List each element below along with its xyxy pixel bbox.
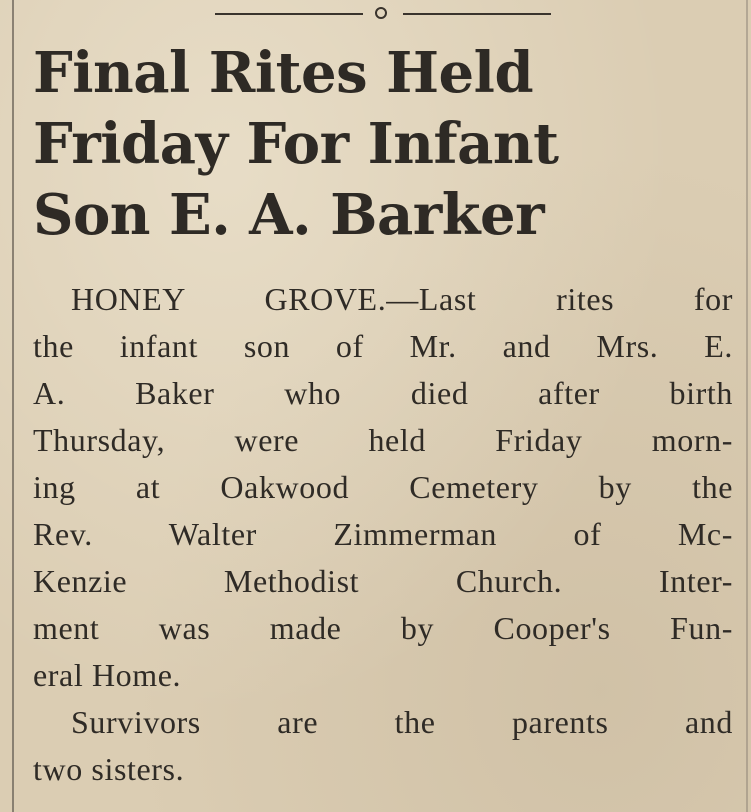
body-line: ing at Oakwood Cemetery by the bbox=[33, 469, 733, 505]
body-line: Rev. Walter Zimmerman of Mc- bbox=[33, 516, 733, 552]
headline-line: Son E. A. Barker bbox=[33, 182, 545, 248]
column-rule-left bbox=[12, 0, 14, 812]
body-line: two sisters. bbox=[33, 751, 185, 787]
body-line: Thursday, were held Friday morn- bbox=[33, 422, 733, 458]
body-line: Survivors are the parents and bbox=[71, 704, 733, 740]
section-divider bbox=[215, 4, 551, 24]
headline bbox=[33, 38, 733, 251]
body-line: HONEY GROVE.—Last rites for bbox=[71, 281, 733, 317]
article-body bbox=[33, 276, 733, 793]
body-line: eral Home. bbox=[33, 657, 182, 693]
column-rule-right bbox=[746, 0, 748, 812]
divider-ornament-icon bbox=[375, 7, 387, 19]
body-line: ment was made by Cooper's Fun- bbox=[33, 610, 733, 646]
divider-line-right bbox=[403, 13, 551, 15]
body-line: A. Baker who died after birth bbox=[33, 375, 733, 411]
body-line: Kenzie Methodist Church. Inter- bbox=[33, 563, 733, 599]
headline-line: Final Rites Held bbox=[33, 40, 534, 106]
body-line: the infant son of Mr. and Mrs. E. bbox=[33, 328, 733, 364]
divider-line-left bbox=[215, 13, 363, 15]
headline-line: Friday For Infant bbox=[33, 111, 559, 177]
